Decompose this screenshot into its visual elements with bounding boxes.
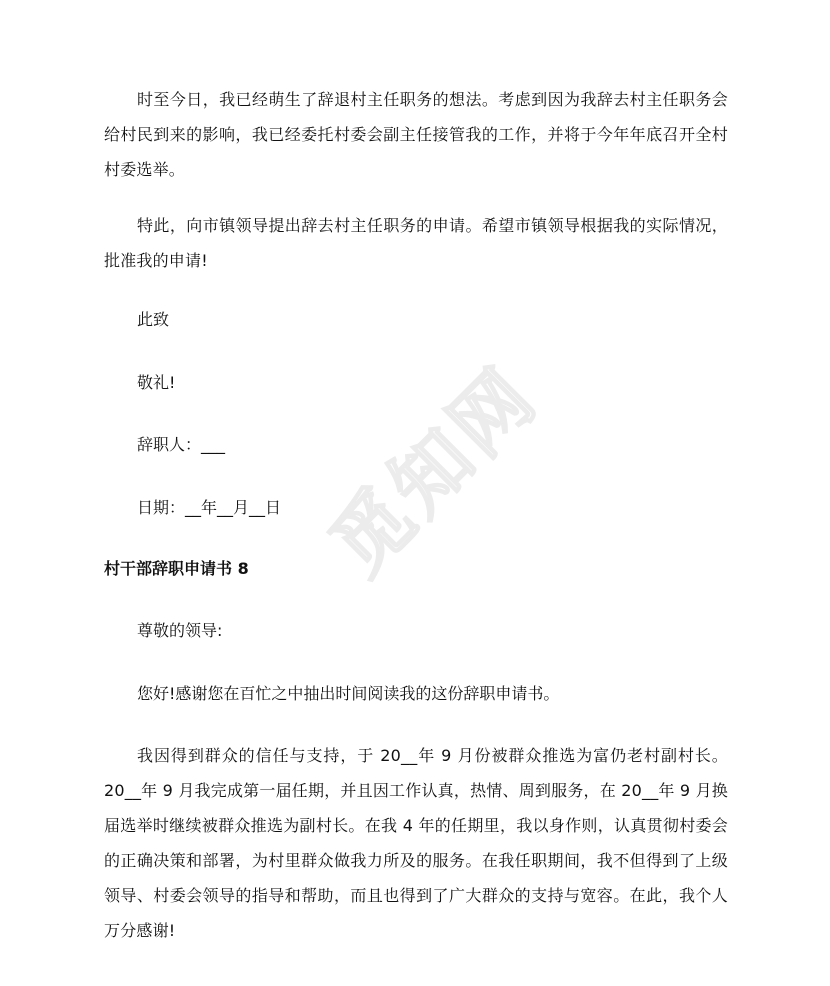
date-line: 日期：__年__月__日 [137, 498, 282, 517]
closing-salutation: 此致 [137, 310, 170, 329]
paragraph-resignation-intent: 时至今日，我已经萌生了辞退村主任职务的想法。考虑到因为我辞去村主任职务会给村民到来的影响，我已经委托村委会副主任接管我的工作，并将于今年年底召开全村村委选举。 [104, 90, 728, 179]
letter-opening: 您好!感谢您在百忙之中抽出时间阅读我的这份辞职申请书。 [137, 684, 560, 703]
letter-greeting: 尊敬的领导: [137, 621, 223, 640]
signer-line: 辞职人：___ [137, 435, 226, 454]
section-title: 村干部辞职申请书 8 [104, 559, 249, 578]
closing-regards: 敬礼! [137, 373, 176, 392]
paragraph-resignation-request: 特此，向市镇领导提出辞去村主任职务的申请。希望市镇领导根据我的实际情况，批准我的申请! [104, 216, 728, 270]
watermark: 觅知网 [314, 350, 556, 592]
letter-body-paragraph: 我因得到群众的信任与支持，于 20__年 9 月份被群众推选为富仍老村副村长。20__年 9 月我完成第一届任期，并且因工作认真，热情、周到服务，在 20__年 9 月换届选举时继续被群众推选为副村长。在我 4 年的任期里，我以身作则，认真贯彻村委会的正确决策和部署，为村里群众做我力所及的服务。在我任职期间，我不但得到了上级领导、村委会领导的指导和帮助，而且也得到了广大群众的支持与宽容。在此，我个人万分感谢! [104, 746, 728, 940]
